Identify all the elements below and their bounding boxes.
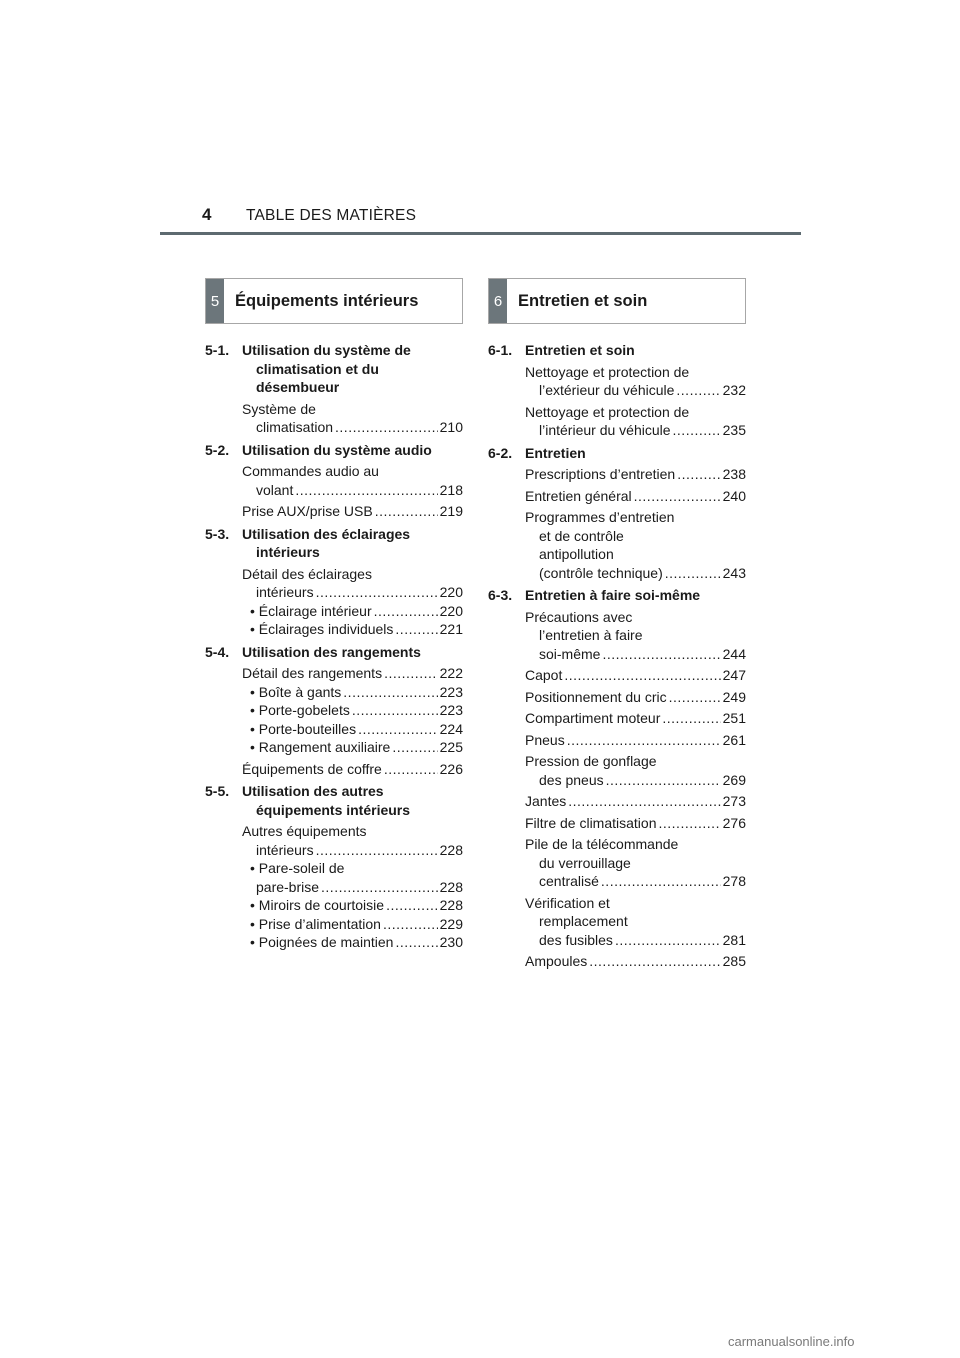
dot-leader <box>615 931 721 950</box>
toc-entry[interactable] <box>242 502 463 521</box>
entry-leader-line <box>242 583 463 602</box>
dot-leader <box>659 814 721 833</box>
toc-entry[interactable] <box>525 731 746 750</box>
page-number: 4 <box>202 205 212 224</box>
subentry-text: • Éclairage intérieur <box>250 602 372 619</box>
subentry-leader-line <box>250 896 463 915</box>
toc-subentry[interactable] <box>250 896 463 915</box>
toc-entry[interactable] <box>242 822 463 859</box>
subentry-text: • Éclairages individuels <box>250 621 394 637</box>
page-ref: 228 <box>439 878 463 895</box>
toc-entry[interactable] <box>525 835 746 891</box>
entry-text-line: et de contrôle <box>539 527 624 544</box>
entry-leader-line <box>525 381 746 400</box>
entry-leader-line <box>242 418 463 437</box>
toc-entry[interactable] <box>525 792 746 811</box>
entry-leader-line <box>242 760 463 779</box>
page-ref: 278 <box>722 873 746 889</box>
toc-list-left <box>205 341 463 952</box>
dot-leader <box>395 620 437 639</box>
page-ref: 249 <box>722 688 746 705</box>
chapter-number: 5-1. <box>205 342 230 358</box>
dot-leader <box>375 502 438 521</box>
toc-column-right <box>488 278 746 971</box>
dot-leader <box>316 841 438 860</box>
dot-leader <box>316 583 438 602</box>
chapter-title-line: Utilisation des autres <box>242 783 384 799</box>
dot-leader <box>564 666 720 685</box>
entry-leader-line <box>242 481 463 500</box>
section-header-6 <box>488 278 746 324</box>
entry-text-line: antipollution <box>539 546 614 562</box>
chapter-title <box>242 782 463 819</box>
entry-text-line: l’entretien à faire <box>539 627 643 643</box>
toc-column-left <box>205 278 463 952</box>
entry-text-line: du verrouillage <box>539 854 631 871</box>
chapter-number: 6-1. <box>488 342 513 358</box>
entry-text: Prise AUX/prise USB <box>242 503 373 519</box>
entry-text: Positionnement du cric <box>525 688 667 705</box>
chapter-title <box>242 441 463 460</box>
entry-leader-line <box>242 502 463 521</box>
entry-text-line: Vérification et <box>525 894 610 911</box>
page-ref: 285 <box>722 953 746 969</box>
toc-entry[interactable] <box>525 465 746 484</box>
entry-text-line: Nettoyage et protection de <box>525 403 690 420</box>
toc-entry[interactable] <box>525 666 746 685</box>
page-ref: 228 <box>439 897 463 913</box>
dot-leader <box>662 709 720 728</box>
toc-entry[interactable] <box>525 508 746 582</box>
page-ref: 244 <box>722 645 746 662</box>
chapter-title <box>525 341 746 360</box>
subentry-text: pare-brise <box>256 878 320 895</box>
page-ref: 247 <box>722 667 746 683</box>
page-ref: 219 <box>439 503 463 519</box>
dot-leader <box>669 688 721 707</box>
chapter-title <box>242 525 463 562</box>
entry-leader-line <box>242 841 463 860</box>
entry-leader-line <box>525 792 746 811</box>
entry-text: Entretien général <box>525 487 632 504</box>
section-header-5 <box>205 278 463 324</box>
chapter-title <box>525 444 746 463</box>
entry-text: Capot <box>525 667 563 683</box>
entry-text: Filtre de climatisation <box>525 814 657 831</box>
subentry-text: • Porte-bouteilles <box>250 720 357 737</box>
entry-leader-line <box>525 952 746 971</box>
dot-leader <box>383 915 438 934</box>
chapter-number: 6-2. <box>488 444 513 461</box>
entry-leader-line <box>525 645 746 664</box>
dot-leader <box>676 381 720 400</box>
dot-leader <box>602 645 720 664</box>
chapter-number: 5-4. <box>205 643 230 660</box>
dot-leader <box>358 720 438 739</box>
toc-entry[interactable] <box>242 664 463 683</box>
toc-entry[interactable] <box>525 814 746 833</box>
entry-leader-line <box>525 688 746 707</box>
toc-entry[interactable] <box>242 400 463 437</box>
footer-watermark: carmanualsonline.info <box>728 1334 855 1349</box>
subentry-leader-line <box>250 915 463 934</box>
entry-text-line: Commandes audio au <box>242 463 379 479</box>
entry-text: l’extérieur du véhicule <box>539 382 675 398</box>
dot-leader <box>295 481 437 500</box>
chapter-title-line: Entretien <box>525 444 586 461</box>
dot-leader <box>384 664 438 683</box>
toc-subentry[interactable] <box>250 602 463 621</box>
entry-text: l’intérieur du véhicule <box>539 422 671 438</box>
page-ref: 240 <box>722 487 746 504</box>
page-ref: 223 <box>439 702 463 718</box>
dot-leader <box>335 418 438 437</box>
chapter-heading[interactable] <box>205 441 463 460</box>
page-ref: 273 <box>722 793 746 809</box>
page-ref: 261 <box>722 731 746 748</box>
toc-entry[interactable] <box>525 608 746 664</box>
entry-text-line: Système de <box>242 400 316 417</box>
page-ref: 221 <box>439 621 463 637</box>
toc-subentry[interactable] <box>250 701 463 720</box>
page-ref: 223 <box>439 683 463 700</box>
entry-text-line: Nettoyage et protection de <box>525 363 690 380</box>
chapter-heading[interactable] <box>488 586 746 605</box>
chapter-number: 6-3. <box>488 587 513 603</box>
chapter-number: 5-5. <box>205 783 230 799</box>
toc-subentry[interactable] <box>250 915 463 934</box>
toc-subentry[interactable] <box>250 620 463 639</box>
entry-text: Ampoules <box>525 953 588 969</box>
subentry-leader-line <box>250 620 463 639</box>
page-ref: 235 <box>722 422 746 438</box>
chapter-title-line: Utilisation du système de <box>242 342 411 358</box>
chapter-title-line: équipements intérieurs <box>256 801 411 818</box>
chapter-title-line: Utilisation des rangements <box>242 643 421 660</box>
toc-subentry[interactable] <box>250 933 463 952</box>
dot-leader <box>568 792 720 811</box>
toc-subentry[interactable] <box>250 738 463 757</box>
entry-text-line: Pression de gonflage <box>525 753 657 769</box>
dot-leader <box>392 738 437 757</box>
subentry-text: • Prise d’alimentation <box>250 915 381 932</box>
entry-text: intérieurs <box>256 584 314 600</box>
dot-leader <box>352 701 438 720</box>
chapter-title <box>525 586 746 605</box>
entry-text: volant <box>256 481 294 498</box>
chapter-title-line: intérieurs <box>256 544 320 560</box>
page-ref: 220 <box>439 602 463 619</box>
subentry-leader-line <box>250 602 463 621</box>
entry-leader-line <box>525 771 746 790</box>
dot-leader <box>386 896 438 915</box>
chapter-heading[interactable] <box>205 341 463 397</box>
page-header <box>0 0 960 240</box>
entry-leader-line <box>525 465 746 484</box>
chapter-title <box>242 341 463 397</box>
subentry-text: • Miroirs de courtoisie <box>250 897 385 913</box>
entry-text-line: Détail des éclairages <box>242 565 372 582</box>
dot-leader <box>601 872 721 891</box>
entry-leader-line <box>525 487 746 506</box>
toc-entry[interactable] <box>525 952 746 971</box>
toc-entry[interactable] <box>525 403 746 440</box>
header-title: TABLE DES MATIÈRES <box>246 207 417 224</box>
entry-text: Jantes <box>525 793 567 809</box>
entry-text-line: remplacement <box>539 913 628 929</box>
chapter-number: 5-3. <box>205 525 230 542</box>
chapter-heading[interactable] <box>488 444 746 463</box>
subentry-leader-line <box>250 701 463 720</box>
chapter-title-line: Entretien à faire soi-même <box>525 587 701 603</box>
toc-list-right <box>488 341 746 971</box>
dot-leader <box>589 952 720 971</box>
chapter-heading[interactable] <box>488 341 746 360</box>
entry-leader-line <box>525 421 746 440</box>
page-ref: 210 <box>439 419 463 435</box>
dot-leader <box>677 465 720 484</box>
entry-leader-line <box>525 564 746 583</box>
entry-leader-line <box>525 666 746 685</box>
chapter-number: 5-2. <box>205 441 230 458</box>
subentry-leader-line <box>250 683 463 702</box>
toc-entry[interactable] <box>242 565 463 602</box>
dot-leader <box>673 421 721 440</box>
dot-leader <box>665 564 721 583</box>
entry-text: (contrôle technique) <box>539 564 663 581</box>
page-ref: 218 <box>439 481 463 498</box>
page-ref: 276 <box>722 814 746 831</box>
page-ref: 229 <box>439 915 463 932</box>
chapter-title-line: désembueur <box>256 379 340 395</box>
dot-leader <box>567 731 721 750</box>
entry-leader-line <box>242 664 463 683</box>
entry-text: centralisé <box>539 873 599 889</box>
entry-text: Équipements de coffre <box>242 760 382 777</box>
entry-leader-line <box>525 814 746 833</box>
toc-entry[interactable] <box>525 709 746 728</box>
subentry-text-line: • Pare-soleil de <box>250 860 345 876</box>
chapter-title-line: Entretien et soin <box>525 342 635 358</box>
chapter-heading[interactable] <box>205 525 463 562</box>
entry-text: des pneus <box>539 771 604 788</box>
dot-leader <box>384 760 438 779</box>
chapter-title <box>242 643 463 662</box>
toc-subentry[interactable] <box>250 683 463 702</box>
page-ref: 226 <box>439 760 463 777</box>
section-title: Équipements intérieurs <box>235 291 419 310</box>
dot-leader <box>634 487 721 506</box>
subentry-leader-line <box>250 738 463 757</box>
entry-text-line: Autres équipements <box>242 823 367 839</box>
section-number: 6 <box>489 279 507 323</box>
toc-entry[interactable] <box>525 752 746 789</box>
subentry-text: • Boîte à gants <box>250 683 342 700</box>
subentry-text: • Rangement auxiliaire <box>250 739 391 755</box>
page-ref: 251 <box>722 710 746 726</box>
dot-leader <box>374 602 438 621</box>
entry-text: Détail des rangements <box>242 665 383 681</box>
subentry-leader-line <box>250 720 463 739</box>
entry-text: soi-même <box>539 645 601 662</box>
page-ref: 238 <box>722 466 746 482</box>
section-number: 5 <box>206 279 224 323</box>
page-ref: 225 <box>439 739 463 755</box>
page-ref: 232 <box>722 382 746 398</box>
page-ref: 220 <box>439 584 463 600</box>
entry-text: intérieurs <box>256 841 314 858</box>
toc-subentry[interactable] <box>250 720 463 739</box>
entry-text: Compartiment moteur <box>525 710 661 726</box>
subentry-text: • Poignées de maintien <box>250 934 394 950</box>
page-ref: 222 <box>439 665 463 681</box>
toc-entry[interactable] <box>525 487 746 506</box>
chapter-title-line: climatisation et du <box>256 360 379 377</box>
entry-text-line: Précautions avec <box>525 608 633 625</box>
toc-subentry[interactable] <box>250 859 463 896</box>
dot-leader <box>395 933 437 952</box>
page-ref: 281 <box>722 931 746 948</box>
toc-entry[interactable] <box>242 462 463 499</box>
page-ref: 269 <box>722 771 746 788</box>
entry-leader-line <box>525 931 746 950</box>
dot-leader <box>321 878 438 897</box>
dot-leader <box>606 771 721 790</box>
toc-entry[interactable] <box>525 363 746 400</box>
entry-text: climatisation <box>256 419 334 435</box>
subentry-leader-line <box>250 933 463 952</box>
entry-leader-line <box>525 709 746 728</box>
toc-entry[interactable] <box>525 894 746 950</box>
page-ref: 243 <box>722 564 746 581</box>
page-ref: 230 <box>439 934 463 950</box>
subentry-leader-line <box>250 878 463 897</box>
entry-text: Pneus <box>525 731 565 748</box>
entry-leader-line <box>525 731 746 750</box>
entry-text-line: Programmes d’entretien <box>525 509 675 525</box>
toc-entry[interactable] <box>242 760 463 779</box>
chapter-title-line: Utilisation du système audio <box>242 441 432 458</box>
section-title: Entretien et soin <box>518 291 648 310</box>
dot-leader <box>343 683 437 702</box>
entry-text: des fusibles <box>539 931 613 948</box>
chapter-heading[interactable] <box>205 782 463 819</box>
header-rule <box>160 232 801 235</box>
entry-text: Prescriptions d’entretien <box>525 466 676 482</box>
chapter-heading[interactable] <box>205 643 463 662</box>
entry-text-line: Pile de la télécommande <box>525 836 679 852</box>
entry-leader-line <box>525 872 746 891</box>
chapter-title-line: Utilisation des éclairages <box>242 525 411 542</box>
subentry-text: • Porte-gobelets <box>250 702 350 718</box>
toc-entry[interactable] <box>525 688 746 707</box>
page-ref: 228 <box>439 841 463 858</box>
page-ref: 224 <box>439 720 463 737</box>
